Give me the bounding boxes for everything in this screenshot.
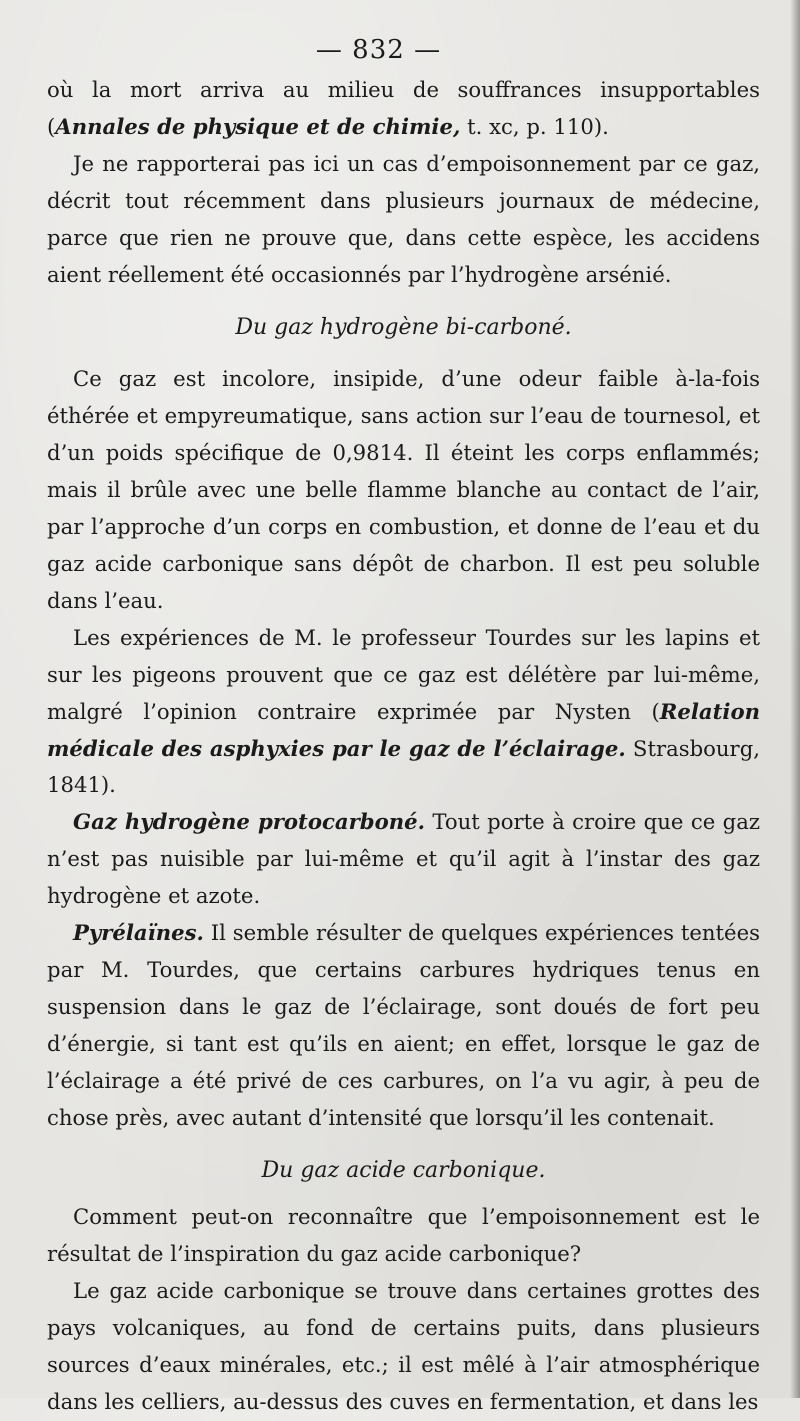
citation-relation-medicale: Relation médicale des asphyxies par le gaz de l’éclairage. — [47, 698, 760, 761]
term-pyrelaines: Pyrélaïnes. — [73, 920, 204, 946]
section-heading-acide-carbonique: Du gaz acide carbonique. — [261, 1158, 546, 1184]
text-run: Tout porte à croire que ce gaz n’est pas nuisible par lui-même et qu’il agit à l’instar des gaz hydrogène et azote. — [47, 809, 760, 909]
paragraph-acide-carbonique-sources: Le gaz acide carbonique se trouve dans certaines grottes des pays volcaniques, au fond de certains puits, dans plusieurs sources d’eaux minérales, etc.; il est mêlé à l’air atmosphérique dans les celliers, au-dessus des cuves en fermentation, et dans les — [47, 1278, 760, 1414]
page-number: — 832 — — [315, 35, 442, 65]
paragraph-question: Comment peut-on reconnaître que l’empoisonnement est le résultat de l’inspiration du gaz acide carbonique? — [47, 1204, 760, 1267]
section-heading-bicarbone: Du gaz hydrogène bi-carboné. — [235, 315, 572, 341]
text-run: Strasbourg, 1841). — [47, 735, 760, 798]
text-run: Les expériences de M. le professeur Tourdes sur les lapins et sur les pigeons prouvent que ce gaz est délétère par lui-même, malgré l’opinion contraire exprimée par Nysten ( — [47, 624, 760, 724]
citation-annales: Annales de physique et de chimie, — [55, 113, 461, 139]
paragraph-tourdes-experiments — [47, 620, 760, 805]
text-run: t. xc, p. 110). — [460, 113, 609, 139]
term-protocarbone: Gaz hydrogène protocarboné. — [73, 809, 425, 835]
paragraph-pyrelaines — [47, 915, 760, 1136]
page-body — [47, 72, 760, 1421]
paragraph-arsenie-case: Je ne rapporterai pas ici un cas d’empoisonnement par ce gaz, décrit tout récemment dans plusieurs journaux de médecine, parce que rien ne prouve que, dans cette espèce, les accidens aient réellement été occasionnés par l’hydrogène arsénié. — [47, 150, 760, 287]
page-edge-shadow — [790, 0, 800, 1398]
paragraph-protocarbone — [47, 804, 760, 915]
text-run: où la mort arriva au milieu de souffrances insupportables ( — [47, 77, 760, 139]
paragraph-continuation — [47, 72, 760, 146]
text-run: Il semble résulter de quelques expériences tentées par M. Tourdes, que certains carbures hydriques tenus en suspension dans le gaz de l’éclairage, sont doués de fort peu d’énergie, si tant est qu’ils en aient; en effet, lorsque le gaz de l’éclairage a été privé de ces carbures, on l’a vu agir, à peu de chose près, avec autant d’intensité que lorsqu’il les contenait. — [47, 920, 760, 1130]
paragraph-bicarbone-properties: Ce gaz est incolore, insipide, d’une odeur faible à-la-fois éthérée et empyreumatique, sans action sur l’eau de tournesol, et d’un poids spécifique de 0,9814. Il éteint les corps enflammés; mais il brûle avec une belle flamme blanche au contact de l’air, par l’approche d’un corps en combustion, et donne de l’eau et du gaz acide carbonique sans dépôt de charbon. Il est peu soluble dans l’eau. — [47, 366, 760, 613]
